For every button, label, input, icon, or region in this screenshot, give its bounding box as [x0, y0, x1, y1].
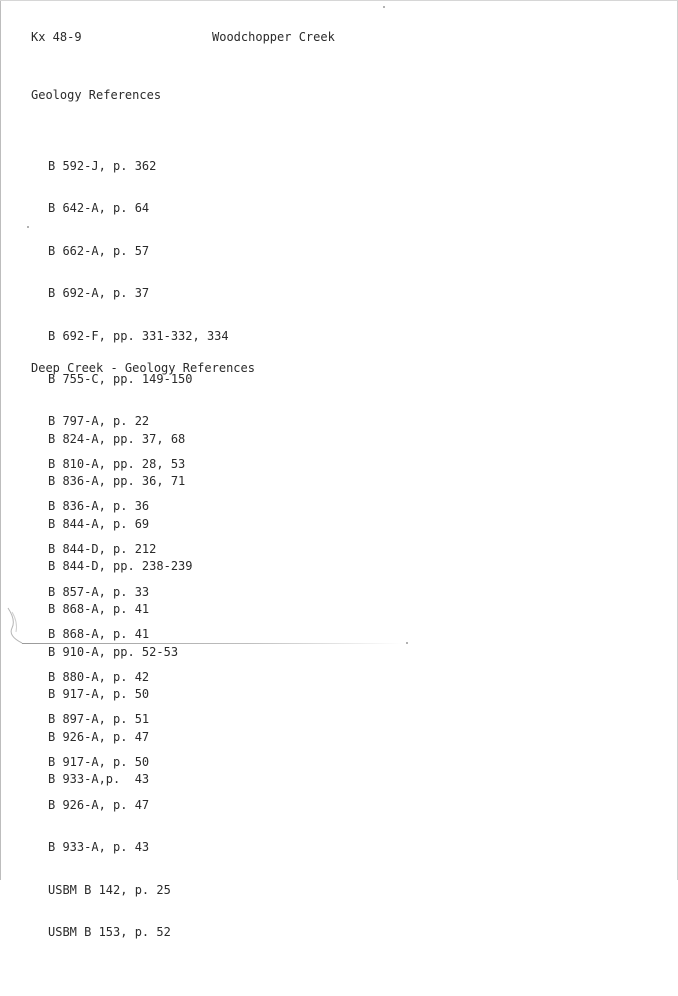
reference-item: B 755-C, pp. 149-150 [48, 371, 193, 386]
reference-item: B 662-A, p. 57 [48, 243, 150, 258]
reference-item: B 857-A, p. 33 [48, 584, 150, 599]
reference-item: B 844-D, p. 212 [48, 541, 157, 556]
reference-item: B 926-A, p. 47 [48, 797, 150, 812]
reference-item: B 797-A, p. 22 [48, 414, 150, 429]
paper-speck [27, 226, 29, 228]
reference-item: B 926-A, p. 47 [48, 729, 150, 744]
reference-item: B 933-A,p. 43 [48, 772, 150, 787]
reference-item: B 844-D, pp. 238-239 [48, 559, 193, 574]
document-title: Woodchopper Creek [212, 30, 335, 44]
reference-item: B 844-A, p. 69 [48, 516, 150, 531]
reference-item: B 910-A, pp. 52-53 [48, 644, 179, 659]
reference-item: USBM B 142, p. 25 [48, 882, 171, 897]
reference-item: B 824-A, pp. 37, 68 [48, 431, 186, 446]
page-edge-left [0, 0, 1, 880]
paper-speck [406, 642, 408, 644]
reference-list [31, 404, 255, 815]
reference-item: B 917-A, p. 50 [48, 754, 150, 769]
reference-item: B 836-A, pp. 36, 71 [48, 474, 186, 489]
reference-item: B 810-A, pp. 28, 53 [48, 456, 186, 471]
page-edge-top [0, 0, 678, 1]
reference-item: B 917-A, p. 50 [48, 687, 150, 702]
reference-item: B 880-A, p. 42 [48, 669, 150, 684]
reference-item: B 868-A, p. 41 [48, 601, 150, 616]
paper-fold-line [22, 643, 402, 644]
paper-fold-mark [6, 606, 26, 646]
document-code: Kx 48-9 [31, 30, 82, 44]
reference-item: B 692-F, pp. 331-332, 334 [48, 328, 229, 343]
reference-item: B 642-A, p. 64 [48, 201, 150, 216]
reference-item: B 592-J, p. 362 [48, 158, 157, 173]
paper-speck [383, 6, 385, 8]
section-title: Deep Creek - Geology References [31, 361, 255, 375]
reference-item: B 692-A, p. 37 [48, 286, 150, 301]
section-deep-creek-references [31, 333, 255, 843]
section-title: Geology References [31, 88, 162, 102]
reference-item: B 933-A, p. 43 [48, 840, 150, 855]
reference-item: B 836-A, p. 36 [48, 499, 150, 514]
reference-item: B 868-A, p. 41 [48, 627, 150, 642]
reference-item: USBM B 153, p. 52 [48, 925, 171, 940]
reference-item: B 897-A, p. 51 [48, 712, 150, 727]
